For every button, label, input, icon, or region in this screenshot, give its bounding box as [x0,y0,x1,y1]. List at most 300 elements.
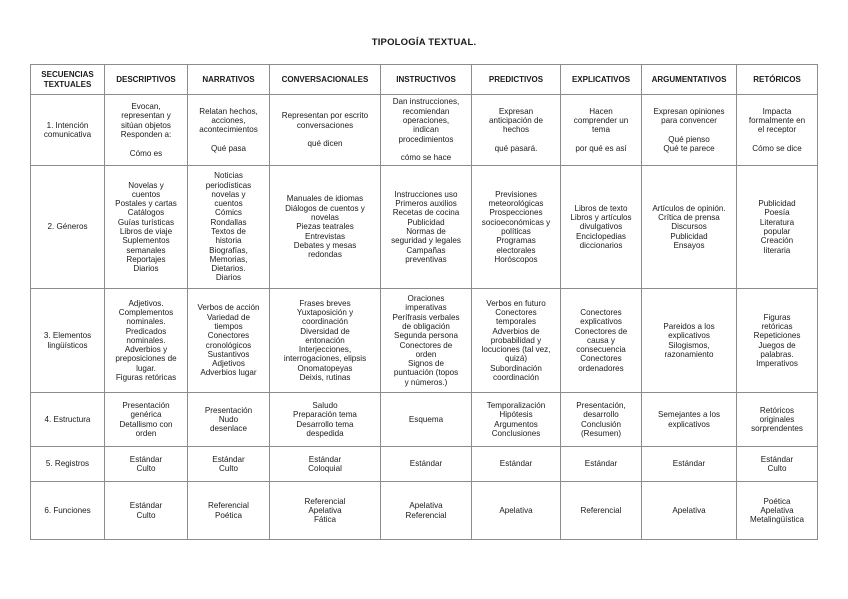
cell-line: Poesía [764,208,790,218]
cell-line: Apelativa [499,505,533,515]
cell-line: Poética [763,496,791,506]
table-cell [472,166,561,289]
cell-line: Rondallas [210,217,247,227]
header-cell [472,65,561,95]
cell-line: popular [763,227,791,236]
cell-spacer [563,135,639,144]
cell-line: 3. Elementos [43,331,92,341]
cell-line: consecuencia [576,345,626,355]
cell-line: qué dicen [307,139,343,149]
cell-line: Fática [313,515,337,525]
cell-line: Apelativa [308,505,342,515]
cell-line: Culto [767,464,787,473]
cell-line: Culto [219,464,238,473]
cell-line: Conectores [580,307,622,317]
cell-spacer [190,135,267,144]
table-cell [270,95,381,166]
cell-line: Noticias [214,171,243,181]
table-cell [270,393,381,447]
cell-line: Estándar [409,459,443,469]
cell-line: semanales [126,245,166,255]
table-cell [642,289,737,393]
cell-line: genérica [130,410,162,420]
cell-line: Subordinación [490,363,542,373]
cell-line: cuentos [214,199,243,209]
cell-line: comprender un [573,116,629,126]
cell-line: lugar. [136,363,156,373]
cell-line: Entrevistas [304,231,346,241]
cell-line: Apelativa [672,505,706,515]
table-cell [270,482,381,540]
cell-line: Evocan, [131,102,161,112]
cell-line: Estándar [129,454,163,464]
cell-line: Coloquial [308,464,342,473]
cell-line: electorales [496,245,536,255]
cell-line: orden [135,428,157,438]
cell-line: Frases breves [299,298,351,308]
table-cell [472,447,561,482]
table-cell [737,393,818,447]
cell-line: procedimientos [398,134,454,144]
cell-line: Literatura [759,217,795,227]
cell-line: Publicidad [407,217,445,227]
cell-line: Apelativa [409,501,443,511]
cell-line: Guías turísticas [117,217,175,227]
table-cell [472,393,561,447]
table-cell [270,166,381,289]
table-cell [381,482,472,540]
cell-line: despedida [306,428,344,438]
cell-line: Cómo se dice [752,143,802,153]
cell-line: historia [215,236,242,246]
cell-line: Signos de [408,359,444,369]
cell-line: Crítica de prensa [658,213,720,223]
cell-line: Diversidad de [300,326,350,336]
table-cell [642,447,737,482]
cell-line: Ensayos [673,240,705,250]
cell-line: Recetas de cocina [392,208,460,218]
cell-line: Responden a: [120,130,172,139]
cell-line: Estándar [308,454,342,464]
table-row [31,482,818,540]
cell-line: Figuras [763,312,791,322]
cell-line: Publicidad [670,231,708,241]
cell-line: coordinación [302,317,348,327]
header-cell [642,65,737,95]
cell-line: Complementos [118,307,174,317]
cell-line: Adjetivos. [128,298,164,308]
cell-line: Cómo es [129,148,163,158]
table-cell [381,447,472,482]
cell-line: Conectores [580,354,622,364]
cell-line: Conclusión [580,419,622,429]
cell-line: Imperativos [756,359,798,369]
cell-line: Normas de [406,227,446,236]
cell-line: Representan por escrito [281,111,369,121]
cell-line: Estándar [499,459,533,469]
cell-line: explicativos [668,419,710,429]
cell-line: Onomatopeyas [297,363,353,373]
cell-line: Silogismos, [668,340,710,350]
cell-line: ordenadores [578,363,624,373]
cell-line: Diálogos de cuentos y [285,203,365,213]
cell-line: sorprendentes [751,424,803,434]
cell-line: Novelas y [128,180,164,190]
cell-line: Hipótesis [499,410,533,420]
header-cell [105,65,188,95]
cell-line: Catálogos [127,208,165,218]
cell-line: DESCRIPTIVOS [116,74,176,84]
table-cell [188,289,270,393]
cell-line: Referencial [580,505,622,515]
table-row [31,95,818,166]
row-label [31,393,105,447]
cell-line: Estándar [672,459,706,469]
table-cell [737,482,818,540]
cell-line: socioeconómicas y [481,217,551,227]
cell-line: tema [592,125,610,135]
cell-line: Hacen [589,106,613,116]
header-cell [188,65,270,95]
header-cell [737,65,818,95]
cell-line: Oraciones [407,294,445,304]
cell-line: Adjetivos [212,359,245,369]
cell-line: novelas [311,213,339,223]
cell-line: el receptor [757,125,797,135]
cell-line: Primeros auxilios [395,199,457,209]
cell-line: Adverbios de [492,326,540,336]
cell-line: tiempos [214,321,243,331]
cell-line: Memorias, [209,254,248,264]
cell-line: Conectores de [574,326,628,336]
cell-line: meteorológicas [488,199,544,209]
cell-line: Juegos de [758,340,796,350]
cell-line: novelas y [211,189,246,199]
table-cell [561,166,642,289]
cell-line: desarrollo [583,410,619,420]
cell-line: desenlace [210,424,247,434]
cell-line: NARRATIVOS [202,74,255,84]
cell-spacer [272,130,378,139]
cell-line: Debates y mesas [293,240,357,250]
cell-line: Publicidad [758,199,796,209]
cell-line: Diarios [215,273,242,283]
cell-line: TEXTUALES [43,79,92,89]
cell-line: Dan instrucciones, [392,97,460,107]
cell-line: Impacta [762,106,792,116]
cell-line: Artículos de opinión. [652,203,726,213]
cell-line: Interjecciones, [298,345,352,355]
cell-line: Verbos de acción [197,303,260,313]
cell-line: Esquema [408,414,444,424]
cell-line: explicativos [580,317,622,327]
table-cell [642,393,737,447]
cell-line: interrogaciones, elipsis [283,354,367,364]
table-cell [561,393,642,447]
cell-line: INSTRUCTIVOS [396,74,456,84]
cell-line: Estándar [212,454,245,464]
cell-line: cuentos [131,189,161,199]
cell-line: Presentación [204,405,253,415]
cell-line: Piezas teatrales [296,222,354,232]
table-cell [472,289,561,393]
cell-line: Adverbios y [124,345,168,355]
table-cell [642,166,737,289]
table-row [31,393,818,447]
cell-line: acontecimientos [199,125,258,135]
cell-line: Textos de [211,227,246,236]
cell-line: Referencial [405,510,447,520]
cell-line: para convencer [661,116,717,126]
table-cell [472,482,561,540]
cell-line: palabras. [760,349,794,359]
cell-spacer [644,125,734,134]
cell-line: Predicados [125,326,167,336]
table-cell [642,482,737,540]
table-row [31,289,818,393]
cell-line: Conectores de [399,340,453,350]
cell-line: Detallismo con [119,419,173,429]
table-cell [737,289,818,393]
cell-line: cronológicos [205,340,252,350]
cell-line: Conectores [495,307,537,317]
cell-line: (Resumen) [580,428,622,438]
cell-line: políticas [501,227,531,236]
table-cell [188,447,270,482]
row-label [31,447,105,482]
header-row [31,65,818,95]
header-cell [31,65,105,95]
cell-spacer [739,135,815,144]
cell-line: 2. Géneros [47,222,88,232]
cell-line: Conectores [207,331,250,341]
cell-line: nominales. [126,317,166,327]
cell-line: Pareidos a los [663,321,715,331]
page-title: TIPOLOGÍA TEXTUAL. [371,37,477,48]
cell-line: Figuras retóricas [115,373,177,383]
table-cell [381,393,472,447]
cell-line: Relatan hechos, [199,106,258,116]
table-cell [381,289,472,393]
table-cell [105,95,188,166]
cell-line: Variedad de [206,312,251,322]
cell-line: explicativos [668,331,710,341]
cell-line: y números.) [404,377,448,387]
cell-line: ARGUMENTATIVOS [651,74,727,84]
cell-line: Creación [760,236,794,246]
cell-line: Qué pasa [210,143,247,153]
cell-line: Cómics [215,208,242,218]
table-cell [381,166,472,289]
cell-line: CONVERSACIONALES [281,74,369,84]
table-cell [188,393,270,447]
cell-line: Culto [136,464,156,473]
cell-line: literaria [763,245,791,255]
cell-line: por qué es así [575,143,627,153]
cell-line: Horóscopos [494,254,538,264]
cell-line: 4. Estructura [44,414,91,424]
cell-line: comunicativa [43,130,92,139]
cell-line: hechos [502,125,530,135]
cell-line: Semejantes a los [657,410,721,420]
table-cell [105,393,188,447]
cell-line: Referencial [208,501,249,511]
cell-line: Qué te parece [663,143,715,153]
cell-line: Poética [215,510,242,520]
table-cell [472,95,561,166]
cell-line: Adverbios lugar [200,368,257,378]
table-cell [737,95,818,166]
cell-line: SECUENCIAS [41,70,94,80]
cell-line: Preparación tema [293,410,357,420]
table-cell [270,289,381,393]
cell-line: Desarrollo tema [296,419,354,429]
cell-line: Conclusiones [491,428,541,438]
cell-line: Nudo [218,414,239,424]
cell-line: EXPLICATIVOS [571,74,631,84]
cell-line: diccionarios [579,240,623,250]
cell-line: Expresan opiniones [653,106,725,116]
cell-line: Perífrasis verbales [392,312,460,322]
cell-line: divulgativos [579,222,623,232]
cell-line: Estándar [129,501,163,511]
cell-line: Retóricos [759,405,795,415]
cell-line: Discursos [671,222,707,232]
table-cell [105,447,188,482]
cell-line: 1. Intención [46,120,89,130]
table-cell [737,166,818,289]
cell-line: causa y [587,335,615,345]
table-row [31,447,818,482]
cell-line: Yuxtaposición y [296,307,354,317]
cell-line: Estándar [584,459,618,469]
cell-line: Culto [136,510,156,520]
cell-line: Argumentos [494,419,538,429]
cell-line: puntuación (topos [393,368,459,378]
cell-line: Verbos en futuro [486,298,546,308]
cell-line: indican [413,125,439,135]
cell-line: orden [415,349,437,359]
table-cell [561,447,642,482]
table-cell [188,482,270,540]
cell-line: anticipación de [489,116,543,126]
cell-line: nominales. [126,335,166,345]
table-cell [105,166,188,289]
cell-line: quizá) [504,354,528,364]
cell-line: Repeticiones [753,331,801,341]
cell-line: Postales y cartas [115,199,177,209]
table-cell [561,482,642,540]
cell-line: entonación [305,335,345,345]
cell-line: Campañas [406,245,446,255]
header-cell [561,65,642,95]
cell-line: locuciones (tal vez, [481,345,551,355]
cell-line: recomiendan [402,106,450,116]
table-cell [381,95,472,166]
cell-line: Apelativa [760,505,794,515]
cell-line: Metalingüística [750,515,804,525]
cell-line: coordinación [493,373,539,383]
cell-line: Expresan [498,106,534,116]
cell-line: Instrucciones uso [394,189,458,199]
cell-line: Reportajes [126,254,166,264]
cell-line: preposiciones de [115,354,177,364]
row-label [31,289,105,393]
cell-line: lingüísticos [47,340,88,350]
cell-line: 5. Registros [45,459,90,469]
cell-line: seguridad y legales [391,236,461,246]
cell-line: RETÓRICOS [753,74,801,84]
cell-spacer [107,139,185,148]
cell-line: redondas [308,250,342,260]
cell-line: Presentación [122,400,170,410]
cell-line: razonamiento [664,349,714,359]
cell-line: Previsiones [495,189,537,199]
table-row [31,166,818,289]
cell-line: Libros de viaje [119,227,173,236]
cell-line: retóricas [761,321,793,331]
cell-line: Libros de texto [574,203,628,213]
cell-line: Sustantivos [207,349,250,359]
table-cell [270,447,381,482]
cell-line: originales [759,414,795,424]
row-label [31,166,105,289]
cell-line: Enciclopedias [576,231,626,241]
cell-line: 6. Funciones [44,505,91,515]
cell-line: probabilidad y [490,335,542,345]
cell-line: Programas [496,236,536,246]
cell-line: Deixis, rutinas [299,373,351,383]
table-cell [105,289,188,393]
cell-line: operaciones, [402,116,450,126]
cell-line: Temporalización [486,400,546,410]
cell-line: Estándar [760,454,794,464]
cell-line: formalmente en [748,116,806,126]
cell-line: PREDICTIVOS [488,74,544,84]
cell-line: Libros y artículos [570,213,632,223]
cell-line: Qué pienso [668,134,710,144]
cell-line: periodísticas [205,180,252,190]
header-cell [381,65,472,95]
cell-line: qué pasará. [494,143,538,153]
cell-line: Manuales de idiomas [286,194,364,204]
row-label [31,95,105,166]
table-cell [561,289,642,393]
cell-spacer [474,135,558,144]
table-cell [642,95,737,166]
cell-line: acciones, [211,116,246,126]
table-cell [188,166,270,289]
cell-line: Diarios [133,264,159,274]
cell-line: Biografías, [209,245,248,255]
cell-line: cómo se hace [400,153,452,163]
cell-spacer [383,144,469,153]
typology-table [30,64,818,540]
cell-line: conversaciones [296,120,354,130]
cell-line: Prospecciones [489,208,543,218]
cell-line: representan y [121,111,171,121]
cell-line: Segunda persona [394,331,458,341]
table-cell [105,482,188,540]
cell-line: Saludo [312,400,338,410]
cell-line: Suplementos [122,236,170,246]
cell-line: imperativas [405,303,447,313]
header-cell [270,65,381,95]
cell-line: Presentación, [576,400,626,410]
row-label [31,482,105,540]
table-cell [561,95,642,166]
cell-line: sitúan objetos [121,120,171,130]
